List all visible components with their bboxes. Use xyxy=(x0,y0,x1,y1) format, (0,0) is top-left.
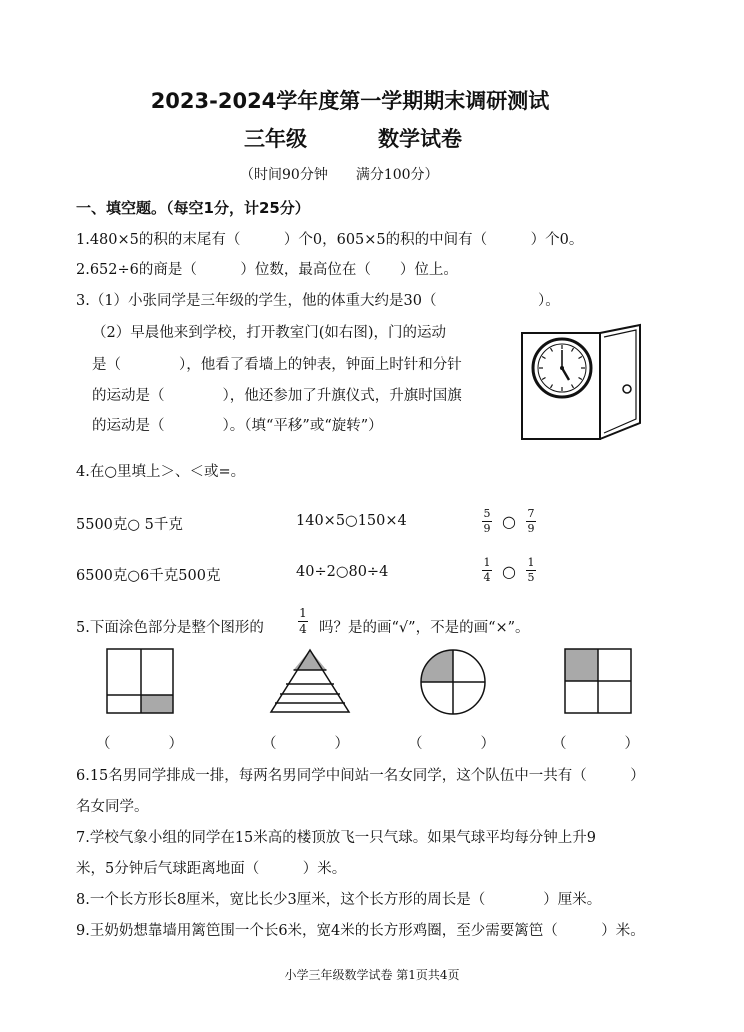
question-2: 2.652÷6的商是（ ）位数，最高位在（ ）位上。 xyxy=(76,262,458,278)
compare-item: 140×5○150×4 xyxy=(296,513,407,529)
compare-item: 5500克○ 5千克 xyxy=(76,517,183,533)
open-door xyxy=(600,325,640,439)
question-7-line: 7.学校气象小组的同学在15米高的楼顶放飞一只气球。如果气球平均每分钟上升9 xyxy=(76,830,597,846)
fraction: 1 4 xyxy=(483,556,491,584)
question-9: 9.王奶奶想靠墙用篱笆围一个长6米，宽4米的长方形鸡圈，至少需要篱笆（ ）米。 xyxy=(76,923,645,939)
door-knob-icon xyxy=(623,385,631,393)
answer-paren: （ ） xyxy=(262,736,349,752)
compare-circle: ○ xyxy=(502,512,516,531)
question-3-2-line: 的运动是（ ）。（填“平移”或“旋转”） xyxy=(92,418,383,434)
question-8: 8.一个长方形长8厘米，宽比长少3厘米，这个长方形的周长是（ ）厘米。 xyxy=(76,892,602,908)
compare-item: 40÷2○80÷4 xyxy=(296,564,389,580)
door-clock-figure xyxy=(520,323,645,441)
question-7-line: 米，5分钟后气球距离地面（ ）米。 xyxy=(76,861,347,877)
question-3-2-line: 的运动是（ ），他还参加了升旗仪式，升旗时国旗 xyxy=(92,388,462,404)
question-6-line: 6.15名男同学排成一排，每两名男同学中间站一名女同学，这个队伍中一共有（ ） xyxy=(76,768,645,784)
question-5-stem: 吗？是的画“√”，不是的画“×”。 xyxy=(319,620,530,636)
answer-paren: （ ） xyxy=(96,736,183,752)
question-3-2-line: （2）早晨他来到学校，打开教室门(如右图)，门的运动 xyxy=(92,325,447,341)
fraction: 7 9 xyxy=(527,507,535,535)
triangle-figure xyxy=(269,648,351,714)
question-5-stem: 5.下面涂色部分是整个图形的 xyxy=(76,620,264,636)
compare-item: 6500克○6千克500克 xyxy=(76,568,221,584)
clock-icon xyxy=(533,339,591,397)
question-6-line: 名女同学。 xyxy=(76,799,149,815)
section-heading: 一、填空题。（每空1分，计25分） xyxy=(76,199,310,217)
answer-paren: （ ） xyxy=(552,736,639,752)
answer-paren: （ ） xyxy=(408,736,495,752)
question-4-stem: 4.在○里填上＞、＜或=。 xyxy=(76,464,246,480)
grid-square-figure xyxy=(564,648,632,714)
circle-figure xyxy=(419,648,487,716)
subject-label: 数学试卷 xyxy=(378,127,462,151)
question-1: 1.480×5的积的末尾有（ ）个0，605×5的积的中间有（ ）个0。 xyxy=(76,232,584,248)
square-figure xyxy=(106,648,174,714)
time-note: （时间90分钟 满分100分） xyxy=(240,167,439,183)
compare-circle: ○ xyxy=(502,562,516,581)
fraction: 1 5 xyxy=(527,556,535,584)
fraction: 1 4 xyxy=(299,606,307,636)
fraction: 5 9 xyxy=(483,507,491,535)
exam-title: 2023-2024学年度第一学期期末调研测试 xyxy=(150,89,550,113)
grade-label: 三年级 xyxy=(244,127,307,151)
question-3-1: 3.（1）小张同学是三年级的学生，他的体重大约是30（ ）。 xyxy=(76,293,560,309)
page-footer: 小学三年级数学试卷 第1页共4页 xyxy=(284,968,460,982)
question-3-2-line: 是（ ），他看了看墙上的钟表，钟面上时针和分针 xyxy=(92,357,462,373)
